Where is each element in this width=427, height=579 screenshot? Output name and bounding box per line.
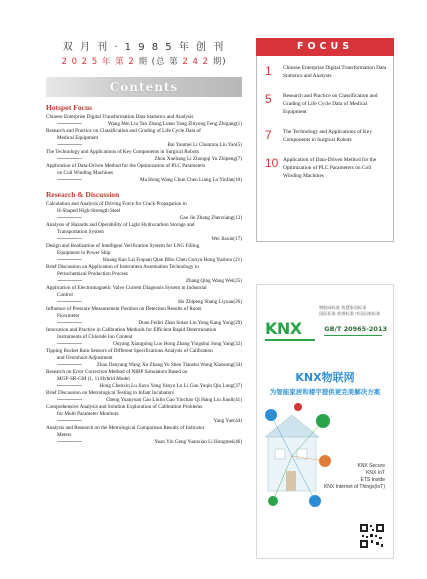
contents-entry[interactable] <box>46 369 242 390</box>
ad-feature-line: KNX Secure <box>357 463 385 469</box>
entry-title-continued: for Multi Parameter Monitors <box>57 411 119 417</box>
leader-dashes: -------------------- <box>57 121 82 127</box>
entry-authors-line <box>46 397 242 404</box>
knx-logo: KNX <box>265 319 315 341</box>
entry-title-continued: H-Shaped High-Strength Steel <box>57 208 121 214</box>
entry-title: Research on Error Correction Method of NIBP Simulators Based on <box>46 369 188 375</box>
entry-title: Analysis and Research on the Metrological Comparison Results of Indicator <box>46 425 205 431</box>
entry-authors-line <box>46 177 242 184</box>
entry-authors: Hu Zhipeng Shang Liyuan(26) <box>178 299 242 305</box>
entry-title-continued: on Coil Winding Machines <box>57 170 114 176</box>
leader-dashes: -------------------- <box>57 418 82 424</box>
entry-authors-line <box>46 418 242 425</box>
focus-item[interactable] <box>265 64 387 80</box>
contents-entry[interactable] <box>46 222 242 243</box>
entry-authors-line <box>46 299 242 306</box>
leader-dashes: -------------------- <box>57 215 82 221</box>
entry-authors-line <box>46 320 242 327</box>
entry-authors: Zhou Xueliang Li Zhongqi Yu Zhipeng(7) <box>154 156 242 162</box>
ad-headline: KNX物联网 <box>295 371 355 384</box>
entry-authors-line <box>46 341 242 348</box>
masthead-issue: 2 0 2 5 年 第 2 期 (总 第 2 4 2 期) <box>61 57 227 67</box>
entry-title-continued: Transportation System <box>57 229 104 235</box>
entry-authors: Ma Hong Wang Chun Chen Liang Lu Yinfan(10) <box>139 177 242 183</box>
entry-title: Comprehensive Analysis and Solution Exploration of Calibration Problems <box>46 404 203 410</box>
knx-advertisement <box>256 284 394 559</box>
focus-item[interactable] <box>265 128 387 144</box>
contents-sections <box>46 103 242 446</box>
focus-page-number: 5 <box>265 92 272 106</box>
contents-entry[interactable] <box>46 306 242 327</box>
contents-section <box>46 103 242 184</box>
entry-authors: Yang Yue(44) <box>213 418 242 424</box>
entry-authors-line <box>46 383 242 390</box>
entry-title: Influence of Pressure Measurement Position on Detection Results of Roots <box>46 306 202 312</box>
contents-entry[interactable] <box>46 114 242 128</box>
masthead-frequency: 双 月 刊 · 1 9 8 5 年 创 刊 <box>62 42 226 53</box>
entry-title-continued: Equipment in Power Ship <box>57 250 111 256</box>
ad-tagline: 物联网标准 智慧家居标准 国际标准 欧洲标准 中国国家标准 <box>319 305 381 316</box>
entry-title: The Technology and Applications of Key Components in Surgical Robots <box>46 149 199 155</box>
leader-dashes: -------------------- <box>57 236 82 242</box>
leader-dashes: -------------------- <box>57 320 82 326</box>
entry-authors: Zhang Qing Wang Wei(25) <box>185 278 242 284</box>
masthead <box>46 38 242 67</box>
entry-title: Tipping Bucket Rain Sensors of Different Specifications Analysis of Calibration <box>46 348 213 354</box>
focus-item[interactable] <box>265 156 387 180</box>
entry-title: Calculation and Analysis of Driving Force for Crack Propagation in <box>46 201 187 207</box>
contents-entry[interactable] <box>46 327 242 348</box>
entry-authors: Gao Jie Zhang Zhenxiang(13) <box>179 215 242 221</box>
leader-dashes: -------------------- <box>57 341 82 347</box>
contents-title: Contents <box>109 80 179 94</box>
focus-title: Application of Data-Driven Method for the Optimization of PLC Parameters on Coil Winding Machines <box>283 157 377 179</box>
ad-feature-list <box>324 463 385 491</box>
smart-home-illustration <box>263 401 333 511</box>
entry-title: Brief Discussion on Metrological Testing in Infant Incubators <box>46 390 174 396</box>
focus-page-number: 10 <box>265 156 279 170</box>
entry-authors-line <box>46 362 242 369</box>
section-title: Hotspot Focus <box>46 103 93 112</box>
contents-entry[interactable] <box>46 390 242 404</box>
focus-header: FOCUS <box>256 38 394 56</box>
focus-title: Research and Practice on Classification and Grading of Life Cycle Data of Medical Equipment <box>283 93 378 115</box>
entry-authors: Wang Mei Liu Tao Zhang Lutao Yang Zhiyong Feng Zhigang(1) <box>108 121 242 127</box>
entry-title: Research and Practice on Classification and Grading of Life Cycle Data of <box>46 128 201 134</box>
section-title: Research & Discussion <box>46 190 120 199</box>
contents-entry[interactable] <box>46 348 242 369</box>
entry-title: Innovation and Practice in Calibration Methods for Efficient Rapid Determination <box>46 327 217 333</box>
leader-dashes: -------------------- <box>57 177 82 183</box>
entry-title-continued: Meters <box>57 432 72 438</box>
leader-dashes: -------------------- <box>57 362 82 368</box>
entry-authors-line <box>46 257 242 264</box>
contents-entry[interactable] <box>46 149 242 163</box>
entry-title: Application of Electromagnetic Valve Current Diagnosis System in Industrial <box>46 285 207 291</box>
focus-page-number: 1 <box>265 64 272 78</box>
focus-title: Chinese Enterprise Digital Transformation Data Statistics and Analysis <box>283 65 387 79</box>
entry-authors: Cheng Yuanyuan Cao Linlin Gao Yinchao Qi Hang Liu Jiaoli(41) <box>105 397 242 403</box>
entry-authors-line <box>46 156 242 163</box>
contents-entry[interactable] <box>46 264 242 285</box>
entry-title: Design and Realization of Intelligent Verification System for LNG Filling <box>46 243 200 249</box>
leader-dashes: -------------------- <box>57 156 82 162</box>
contents-entry[interactable] <box>46 285 242 306</box>
ad-standard: GB/T 20965-2013 <box>324 325 387 336</box>
ad-feature-line: KNX IoT <box>366 470 385 476</box>
entry-authors-line <box>46 278 242 285</box>
contents-entry[interactable] <box>46 128 242 149</box>
leader-dashes: -------------------- <box>57 383 82 389</box>
contents-column <box>46 38 242 446</box>
contents-entry[interactable] <box>46 243 242 264</box>
leader-dashes: -------------------- <box>57 142 82 148</box>
contents-entry[interactable] <box>46 425 242 446</box>
entry-authors-line <box>46 121 242 128</box>
leader-dashes: -------------------- <box>57 257 82 263</box>
entry-title: Chinese Enterprise Digital Transformation Data Statistics and Analysis <box>46 114 194 120</box>
entry-authors-line <box>46 215 242 222</box>
entry-authors: Ouyang Xiangning Luo Hong Zhang Yingshui Song Yang(32) <box>113 341 242 347</box>
contents-entry[interactable] <box>46 163 242 184</box>
entry-title: Analysis of Hazards and Operability of Light Hydrocarbon Storage and <box>46 222 195 228</box>
entry-title-continued: Instruments of Chloride Ion Content <box>57 334 133 340</box>
entry-authors: Duan Feifei Zhao Sutao Lin Yong Kang Yong(29) <box>138 320 242 326</box>
ad-feature-line: ETS Inside <box>360 477 385 483</box>
entry-title-continued: MGF-SR-GM (1, 1) Hybrid Model <box>57 376 130 382</box>
entry-authors: Wei Jiaxin(17) <box>211 236 242 242</box>
entry-title: Application of Data-Driven Method for the Optimization of PLC Parameters <box>46 163 206 169</box>
entry-title-continued: Petrochemical Production Process <box>57 271 128 277</box>
entry-authors: Yuan Yin Geng Yuanxiao Li Hongmei(46) <box>154 439 242 445</box>
entry-authors: Zhao Danyang Wang Xu Zhang Yu Shen Tianshu Wang Xiaosong(34) <box>96 362 242 368</box>
ad-subheadline: 为智能家居和楼宇提供更完美解决方案 <box>269 388 381 396</box>
entry-authors-line <box>46 439 242 446</box>
contents-entry[interactable] <box>46 201 242 222</box>
entry-title-continued: Flowmeter <box>57 313 80 319</box>
entry-authors: Hong Chenxin Lu Jiaxu Yang Yanyu Lu Li Guo Yuqin Qiu Long(37) <box>99 383 242 389</box>
contents-entry[interactable] <box>46 404 242 425</box>
qr-code <box>359 523 385 549</box>
leader-dashes: -------------------- <box>57 278 82 284</box>
leader-dashes: -------------------- <box>57 299 82 305</box>
entry-title: Brief Discussion on Application of Instrument Automation Technology in <box>46 264 199 270</box>
entry-title-continued: Medical Equipment <box>57 135 99 141</box>
leader-dashes: -------------------- <box>57 397 82 403</box>
focus-column <box>256 38 394 559</box>
entry-authors-line <box>46 236 242 243</box>
contents-section <box>46 190 242 446</box>
focus-item[interactable] <box>265 92 387 116</box>
focus-title: The Technology and Applications of Key Components in Surgical Robots <box>283 129 372 143</box>
entry-authors-line <box>46 142 242 149</box>
focus-list <box>256 56 394 242</box>
entry-authors: Bai Yanmei Li Chunmiu Liu Yao(5) <box>167 142 242 148</box>
entry-title-continued: Control <box>57 292 73 298</box>
ad-feature-line: KNX Internet of Things(IoT) <box>323 484 385 490</box>
focus-page-number: 7 <box>265 128 272 142</box>
entry-authors: Huang Kao Lai Fuquan Qian Bibo Chen Guoyu Hong Yuzhou (21) <box>103 257 242 263</box>
contents-banner <box>46 77 242 97</box>
leader-dashes: -------------------- <box>57 439 82 445</box>
entry-title-continued: and Overshoot Adjustment <box>57 355 113 361</box>
